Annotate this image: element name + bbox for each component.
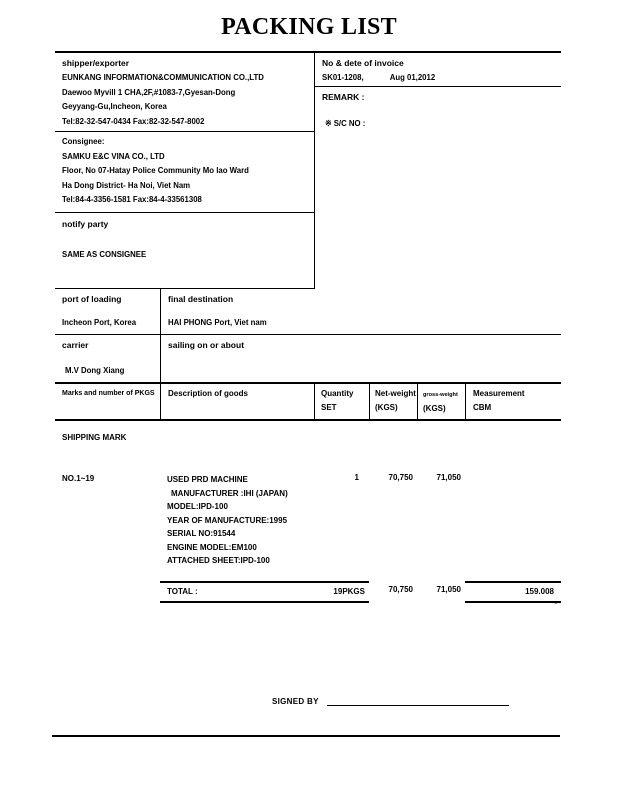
shipper-line-4: Tel:82-32-547-0434 Fax:82-32-547-8002 [62,116,205,126]
parties-and-invoice-row [55,53,561,289]
notify-party-value: SAME AS CONSIGNEE [62,249,147,259]
header-quantity [314,384,369,419]
header-gross-weight-line2: (KGS) [423,404,446,413]
final-destination-label: final destination [168,293,234,304]
remark-block [315,87,561,132]
invoice-label: No & dete of invoice [322,58,404,68]
header-quantity-line2: SET [321,403,337,412]
goods-table-body [55,421,561,617]
consignee-line-4: Tel:84-4-3356-1581 Fax:84-4-33561308 [62,195,202,204]
shipper-label: shipper/exporter [62,58,130,68]
final-destination-cell [160,289,314,335]
total-quantity: 19PKGS [314,581,369,603]
shipper-line-1: EUNKANG INFORMATION&COMMUNICATION CO.,LTD [62,73,264,82]
description-line-4: YEAR OF MANUFACTURE:1995 [167,515,288,525]
header-net-weight [369,384,417,419]
shipper-line-3: Geyyang-Gu,Incheon, Korea [62,102,167,111]
header-measurement-line1: Measurement [473,389,525,398]
header-gross-weight [417,384,465,419]
invoice-number-and-date [315,71,561,86]
description-line-5: SERIAL NO:91544 [167,529,236,538]
header-description [160,384,314,419]
total-measurement: 159.008 [465,581,561,603]
consignee-line-2: Floor, No 07-Hatay Police Community Mo lao Ward [62,166,249,175]
consignee-line-1: SAMKU E&C VINA CO., LTD [62,151,165,161]
totals-row [160,581,561,601]
shipper-block [55,53,314,132]
parties-column [55,53,314,289]
header-measurement-line2: CBM [473,403,492,412]
signature-block [272,695,509,706]
header-marks [55,384,160,419]
total-gross-weight: 71,050 [436,585,461,594]
page-title: PACKING LIST [221,14,397,40]
header-gross-weight-line1: gross-weight [423,392,458,398]
description-line-2: MANUFACTURER :IHI (JAPAN) [171,488,288,498]
footer-divider [52,735,560,737]
total-label: TOTAL : [160,581,314,603]
description-line-1: USED PRD MACHINE [167,475,248,484]
header-description-line1: Description of goods [168,389,248,398]
packing-list-table [55,51,561,617]
carrier-value: M.V Dong Xiang [65,366,125,375]
carrier-cell [55,335,160,382]
consignee-line-3: Ha Dong District- Ha Noi, Viet Nam [62,180,191,190]
invoice-block [315,53,561,87]
sailing-label: sailing on or about [168,340,245,350]
consignee-block [55,132,314,213]
header-net-weight-line2: (KGS) [375,403,398,412]
port-of-loading-cell [55,289,160,335]
description-line-6: ENGINE MODEL:EM100 [167,542,257,552]
notify-party-block [55,213,314,289]
header-net-weight-line1: Net-weight [375,389,416,398]
remark-label: REMARK : [322,91,365,102]
row-net-weight: 70,750 [388,473,413,482]
shipper-line-2: Daewoo Myvill 1 CHA,2F,#1083-7,Gyesan-Dong [62,87,236,97]
description-line-7: ATTACHED SHEET:IPD-100 [167,556,270,565]
carrier-label: carrier [62,340,89,350]
description-list [167,473,288,568]
sailing-value: - [554,598,557,607]
notify-party-label: notify party [62,218,109,229]
invoice-number: SK01-1208, [322,73,364,82]
goods-table-header [55,384,561,421]
port-of-loading-value: Incheon Port, Korea [62,317,137,327]
invoice-date: Aug 01,2012 [389,73,436,82]
port-row [55,289,561,336]
signed-by-label: SIGNED BY [272,697,319,706]
description-line-3: MODEL:IPD-100 [167,502,228,511]
header-quantity-line1: Quantity [321,389,354,398]
row-quantity: 1 [354,473,359,482]
shipping-mark-label: SHIPPING MARK [62,433,127,442]
signature-line [327,695,509,706]
sc-no-label: ※ S/C NO : [325,118,366,128]
marks-value: NO.1~19 [62,474,95,483]
final-destination-value: HAI PHONG Port, Viet nam [168,317,267,327]
total-net-weight: 70,750 [388,585,413,594]
invoice-column [314,53,561,289]
row-gross-weight: 71,050 [436,473,461,482]
header-measurement [465,384,561,419]
port-of-loading-label: port of loading [62,293,122,304]
consignee-label: Consignee: [62,137,105,146]
header-marks-line1: Marks and number of PKGS [62,390,155,397]
